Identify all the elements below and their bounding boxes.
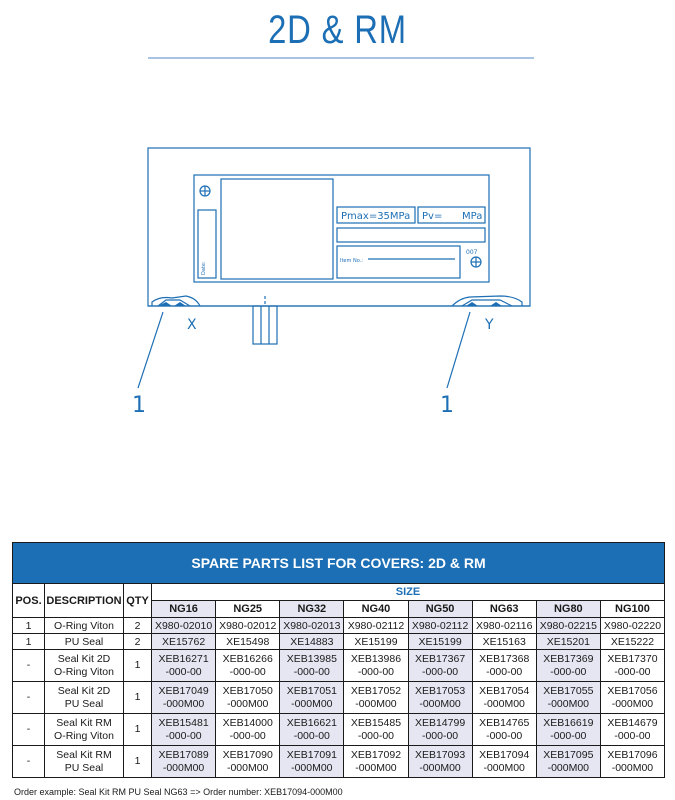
nameplate-window — [221, 179, 333, 279]
description-line: Seal Kit RM — [56, 716, 112, 729]
description-line: O-Ring Viton — [54, 619, 114, 632]
part-number-line: XEB17050 — [222, 684, 273, 697]
description-line: Seal Kit 2D — [57, 652, 111, 665]
part-number-line: X980-02116 — [475, 619, 533, 632]
part-number-suffix: -000-00 — [550, 729, 587, 742]
part-number-cell — [536, 650, 600, 682]
page-title: 2D & RM — [268, 8, 407, 52]
size-header-ng80: NG80 — [536, 601, 600, 618]
part-number-cell — [408, 618, 472, 634]
pos-cell: - — [13, 714, 45, 746]
part-number-cell — [472, 714, 536, 746]
part-number-line: XEB17092 — [350, 748, 402, 761]
part-number-line: XEB17369 — [543, 652, 594, 665]
part-number-suffix: -000-00 — [293, 665, 330, 678]
part-number-cell — [472, 746, 536, 778]
part-number-line: XEB17367 — [414, 652, 466, 665]
part-number-suffix: -000-00 — [486, 665, 523, 678]
part-number-cell — [152, 650, 216, 682]
stud — [253, 306, 277, 344]
part-number-suffix: -000M00 — [547, 697, 590, 710]
part-number-cell — [280, 650, 344, 682]
part-number-line: X980-02010 — [154, 619, 213, 632]
part-number-suffix: -000-00 — [357, 729, 395, 742]
part-number-line: XE15199 — [418, 635, 462, 648]
part-number-line: XE15498 — [226, 635, 270, 648]
part-number-suffix: -000M00 — [483, 761, 525, 774]
part-number-line: XE14883 — [290, 635, 334, 648]
table-row — [13, 746, 665, 778]
description-cell — [45, 746, 124, 778]
part-number-suffix: -000M00 — [611, 761, 654, 774]
part-number-line: XEB16621 — [286, 716, 337, 729]
description-line: Seal Kit 2D — [57, 684, 111, 697]
part-number-cell — [152, 634, 216, 650]
pos-cell: - — [13, 746, 45, 778]
callout-line-left — [138, 312, 163, 388]
part-number-line: XEB14765 — [479, 716, 530, 729]
part-number-line: XE15222 — [610, 635, 655, 648]
part-number-line: X980-02215 — [539, 619, 597, 632]
part-number-cell — [216, 618, 280, 634]
table-title: SPARE PARTS LIST FOR COVERS: 2D & RM — [12, 542, 665, 583]
part-number-line: X980-02112 — [347, 619, 405, 632]
pos-cell: - — [13, 650, 45, 682]
table-row — [13, 634, 665, 650]
part-number-line: XEB17094 — [479, 748, 530, 761]
part-number-line: XEB17049 — [158, 684, 209, 697]
part-number-cell — [344, 618, 408, 634]
part-number-suffix: -000-00 — [550, 665, 587, 678]
part-number-suffix: -000M00 — [162, 697, 205, 710]
part-number-suffix: -000-00 — [614, 665, 651, 678]
y-label: Y — [485, 317, 494, 333]
pv-unit: MPa — [462, 211, 483, 222]
part-number-cell — [472, 634, 536, 650]
part-number-line: XEB17095 — [543, 748, 594, 761]
part-number-suffix: -000M00 — [419, 761, 461, 774]
description-line: O-Ring Viton — [54, 665, 114, 678]
part-number-cell — [280, 746, 344, 778]
description-cell — [45, 650, 124, 682]
spare-parts-table — [12, 583, 665, 778]
part-number-suffix: -000M00 — [291, 697, 333, 710]
size-header-ng40: NG40 — [344, 601, 408, 618]
part-number-cell — [408, 746, 472, 778]
callout-number-left: 1 — [132, 393, 146, 418]
part-number-cell — [280, 634, 344, 650]
part-number-cell — [408, 682, 472, 714]
part-number-cell — [216, 746, 280, 778]
part-number-suffix: -000-00 — [229, 729, 266, 742]
part-number-cell — [536, 634, 600, 650]
part-number-line: XEB17370 — [607, 652, 658, 665]
description-cell — [45, 618, 124, 634]
part-number-cell — [216, 634, 280, 650]
part-number-suffix: -000-00 — [421, 729, 459, 742]
part-number-cell — [216, 714, 280, 746]
qty-cell: 2 — [124, 618, 152, 634]
seal-groove-right — [452, 296, 522, 306]
info-box — [337, 228, 485, 242]
part-number-cell — [600, 634, 664, 650]
part-number-cell — [344, 650, 408, 682]
qty-cell: 2 — [124, 634, 152, 650]
part-number-line: XEB16271 — [158, 652, 209, 665]
size-header-ng50: NG50 — [408, 601, 472, 618]
table-row — [13, 714, 665, 746]
part-number-suffix: -000M00 — [547, 761, 590, 774]
description-line: PU Seal — [64, 697, 104, 710]
part-number-cell — [408, 714, 472, 746]
part-number-line: XEB17052 — [350, 684, 402, 697]
spare-parts-list — [12, 542, 665, 778]
part-number-line: XEB16619 — [543, 716, 594, 729]
part-number-suffix: -000-00 — [165, 729, 202, 742]
column-header-qty: QTY — [124, 584, 152, 618]
part-number-cell — [600, 714, 664, 746]
part-number-line: XEB16266 — [222, 652, 273, 665]
callout-number-right: 1 — [440, 393, 454, 418]
description-cell — [45, 682, 124, 714]
part-number-suffix: -000-00 — [421, 665, 459, 678]
part-number-line: XEB14000 — [222, 716, 273, 729]
qty-cell: 1 — [124, 714, 152, 746]
part-number-cell — [152, 714, 216, 746]
part-number-cell — [472, 682, 536, 714]
part-number-line: XEB17089 — [158, 748, 209, 761]
part-number-line: XEB17053 — [414, 684, 466, 697]
part-number-cell — [536, 714, 600, 746]
size-header-ng25: NG25 — [216, 601, 280, 618]
part-number-line: XE15163 — [482, 635, 526, 648]
part-number-cell — [600, 650, 664, 682]
description-cell — [45, 714, 124, 746]
table-row — [13, 618, 665, 634]
part-number-cell — [152, 746, 216, 778]
part-number-cell — [344, 714, 408, 746]
table-row — [13, 650, 665, 682]
pos-cell: - — [13, 682, 45, 714]
part-number-cell — [472, 618, 536, 634]
part-number-cell — [344, 682, 408, 714]
part-number-suffix: -000M00 — [483, 697, 525, 710]
part-number-cell — [600, 618, 664, 634]
part-number-cell — [536, 746, 600, 778]
part-number-cell — [216, 650, 280, 682]
part-number-line: X980-02013 — [283, 619, 341, 632]
size-header-ng16: NG16 — [152, 601, 216, 618]
x-label: X — [187, 317, 197, 333]
part-number-suffix: -000M00 — [355, 697, 397, 710]
description-cell — [45, 634, 124, 650]
part-number-line: XEB17055 — [543, 684, 594, 697]
part-number-cell — [152, 618, 216, 634]
part-number-cell — [408, 650, 472, 682]
part-number-cell — [280, 714, 344, 746]
part-number-cell — [344, 634, 408, 650]
part-number-line: XEB13985 — [286, 652, 337, 665]
part-number-line: XEB17368 — [479, 652, 530, 665]
part-number-cell — [216, 682, 280, 714]
part-number-cell — [600, 682, 664, 714]
description-line: O-Ring Viton — [54, 729, 114, 742]
part-number-line: XEB17091 — [286, 748, 337, 761]
column-header-size: SIZE — [152, 584, 665, 601]
item-label: Item No.: — [340, 258, 363, 264]
part-number-line: XEB15481 — [158, 716, 209, 729]
part-number-cell — [408, 634, 472, 650]
size-header-ng32: NG32 — [280, 601, 344, 618]
part-number-suffix: -000M00 — [611, 697, 654, 710]
part-number-suffix: -000M00 — [162, 761, 205, 774]
part-number-line: XEB17090 — [222, 748, 273, 761]
description-line: Seal Kit RM — [56, 748, 112, 761]
part-number-cell — [600, 746, 664, 778]
part-number-cell — [536, 618, 600, 634]
part-number-line: XEB17093 — [414, 748, 466, 761]
pos-cell: 1 — [13, 634, 45, 650]
part-number-line: XEB13986 — [350, 652, 402, 665]
code-label: 007 — [466, 249, 478, 256]
description-line: PU Seal — [64, 761, 104, 774]
part-number-line: X980-02112 — [411, 619, 469, 632]
part-number-line: XE15199 — [354, 635, 398, 648]
part-number-line: XEB17056 — [607, 684, 658, 697]
date-label: Date: — [201, 261, 207, 275]
part-number-line: XE15201 — [546, 635, 590, 648]
part-number-cell — [536, 682, 600, 714]
part-number-cell — [152, 682, 216, 714]
part-number-suffix: -000-00 — [357, 665, 395, 678]
part-number-suffix: -000M00 — [226, 761, 269, 774]
table-row — [13, 682, 665, 714]
part-number-line: XEB14679 — [607, 716, 658, 729]
pos-cell: 1 — [13, 618, 45, 634]
pv-label: Pv= — [422, 211, 443, 222]
part-number-line: XEB14799 — [414, 716, 466, 729]
part-number-suffix: -000-00 — [229, 665, 266, 678]
part-number-line: X980-02012 — [219, 619, 277, 632]
size-header-ng63: NG63 — [472, 601, 536, 618]
part-number-line: XEB17054 — [479, 684, 530, 697]
part-number-suffix: -000M00 — [419, 697, 461, 710]
qty-cell: 1 — [124, 682, 152, 714]
column-header-description: DESCRIPTION — [45, 584, 124, 618]
column-header-pos: POS. — [13, 584, 45, 618]
part-number-suffix: -000M00 — [355, 761, 397, 774]
part-number-suffix: -000-00 — [486, 729, 523, 742]
pmax-label: Pmax=35MPa — [341, 211, 411, 222]
part-number-suffix: -000M00 — [291, 761, 333, 774]
part-number-suffix: -000-00 — [165, 665, 202, 678]
part-number-cell — [280, 682, 344, 714]
part-number-cell — [280, 618, 344, 634]
part-number-suffix: -000M00 — [226, 697, 269, 710]
part-number-line: X980-02220 — [603, 619, 662, 632]
part-number-line: XEB17051 — [286, 684, 337, 697]
part-number-cell — [344, 746, 408, 778]
description-line: PU Seal — [64, 635, 104, 648]
part-number-suffix: -000-00 — [293, 729, 330, 742]
part-number-suffix: -000-00 — [614, 729, 651, 742]
part-number-cell — [472, 650, 536, 682]
part-number-line: XEB15485 — [350, 716, 402, 729]
part-number-line: XEB17096 — [607, 748, 658, 761]
qty-cell: 1 — [124, 650, 152, 682]
part-number-line: XE15762 — [161, 635, 206, 648]
order-example-note: Order example: Seal Kit RM PU Seal NG63 => Order number: XEB17094-000M00 — [14, 787, 343, 797]
callout-line-right — [447, 312, 470, 388]
size-header-ng100: NG100 — [600, 601, 664, 618]
qty-cell: 1 — [124, 746, 152, 778]
